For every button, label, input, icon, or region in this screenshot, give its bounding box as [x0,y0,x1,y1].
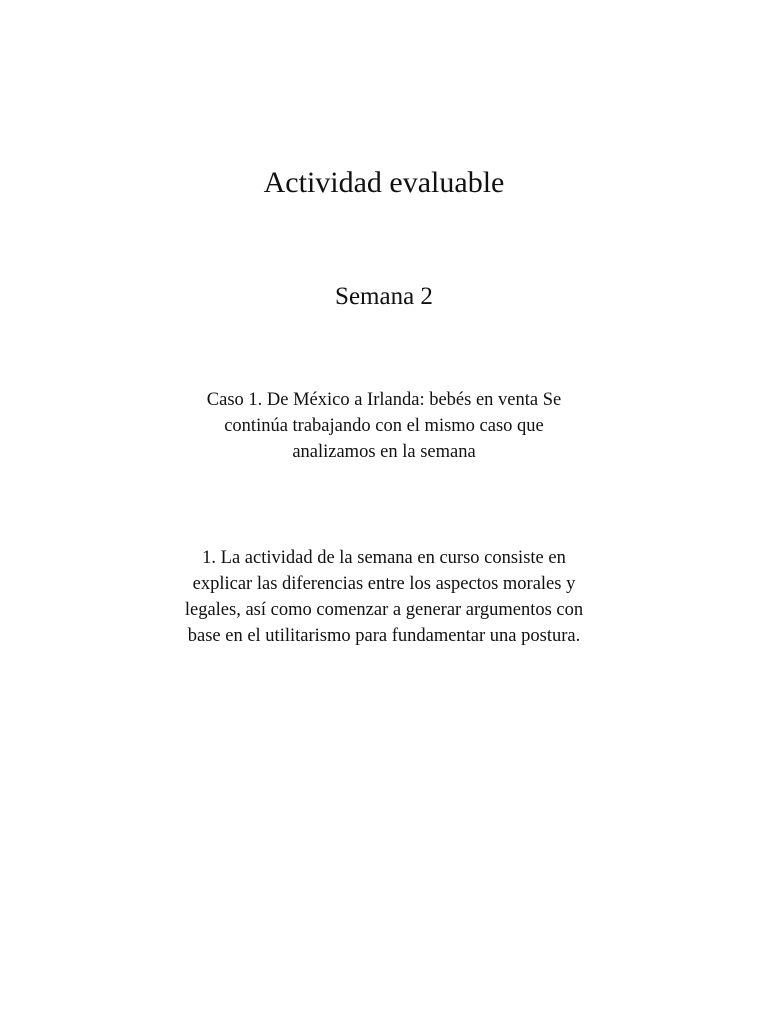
document-title: Actividad evaluable [263,166,505,199]
case-paragraph: Caso 1. De México a Irlanda: bebés en venta Se continúa trabajando con el mismo caso que analizamos en la semana [206,390,562,462]
activity-paragraph: 1. La actividad de la semana en curso consiste en explicar las diferencias entre los aspectos morales y legales, así como comenzar a generar argumentos con base en el utilitarismo para fundamentar una postura. [184,548,584,646]
document-subtitle: Semana 2 [335,283,433,310]
